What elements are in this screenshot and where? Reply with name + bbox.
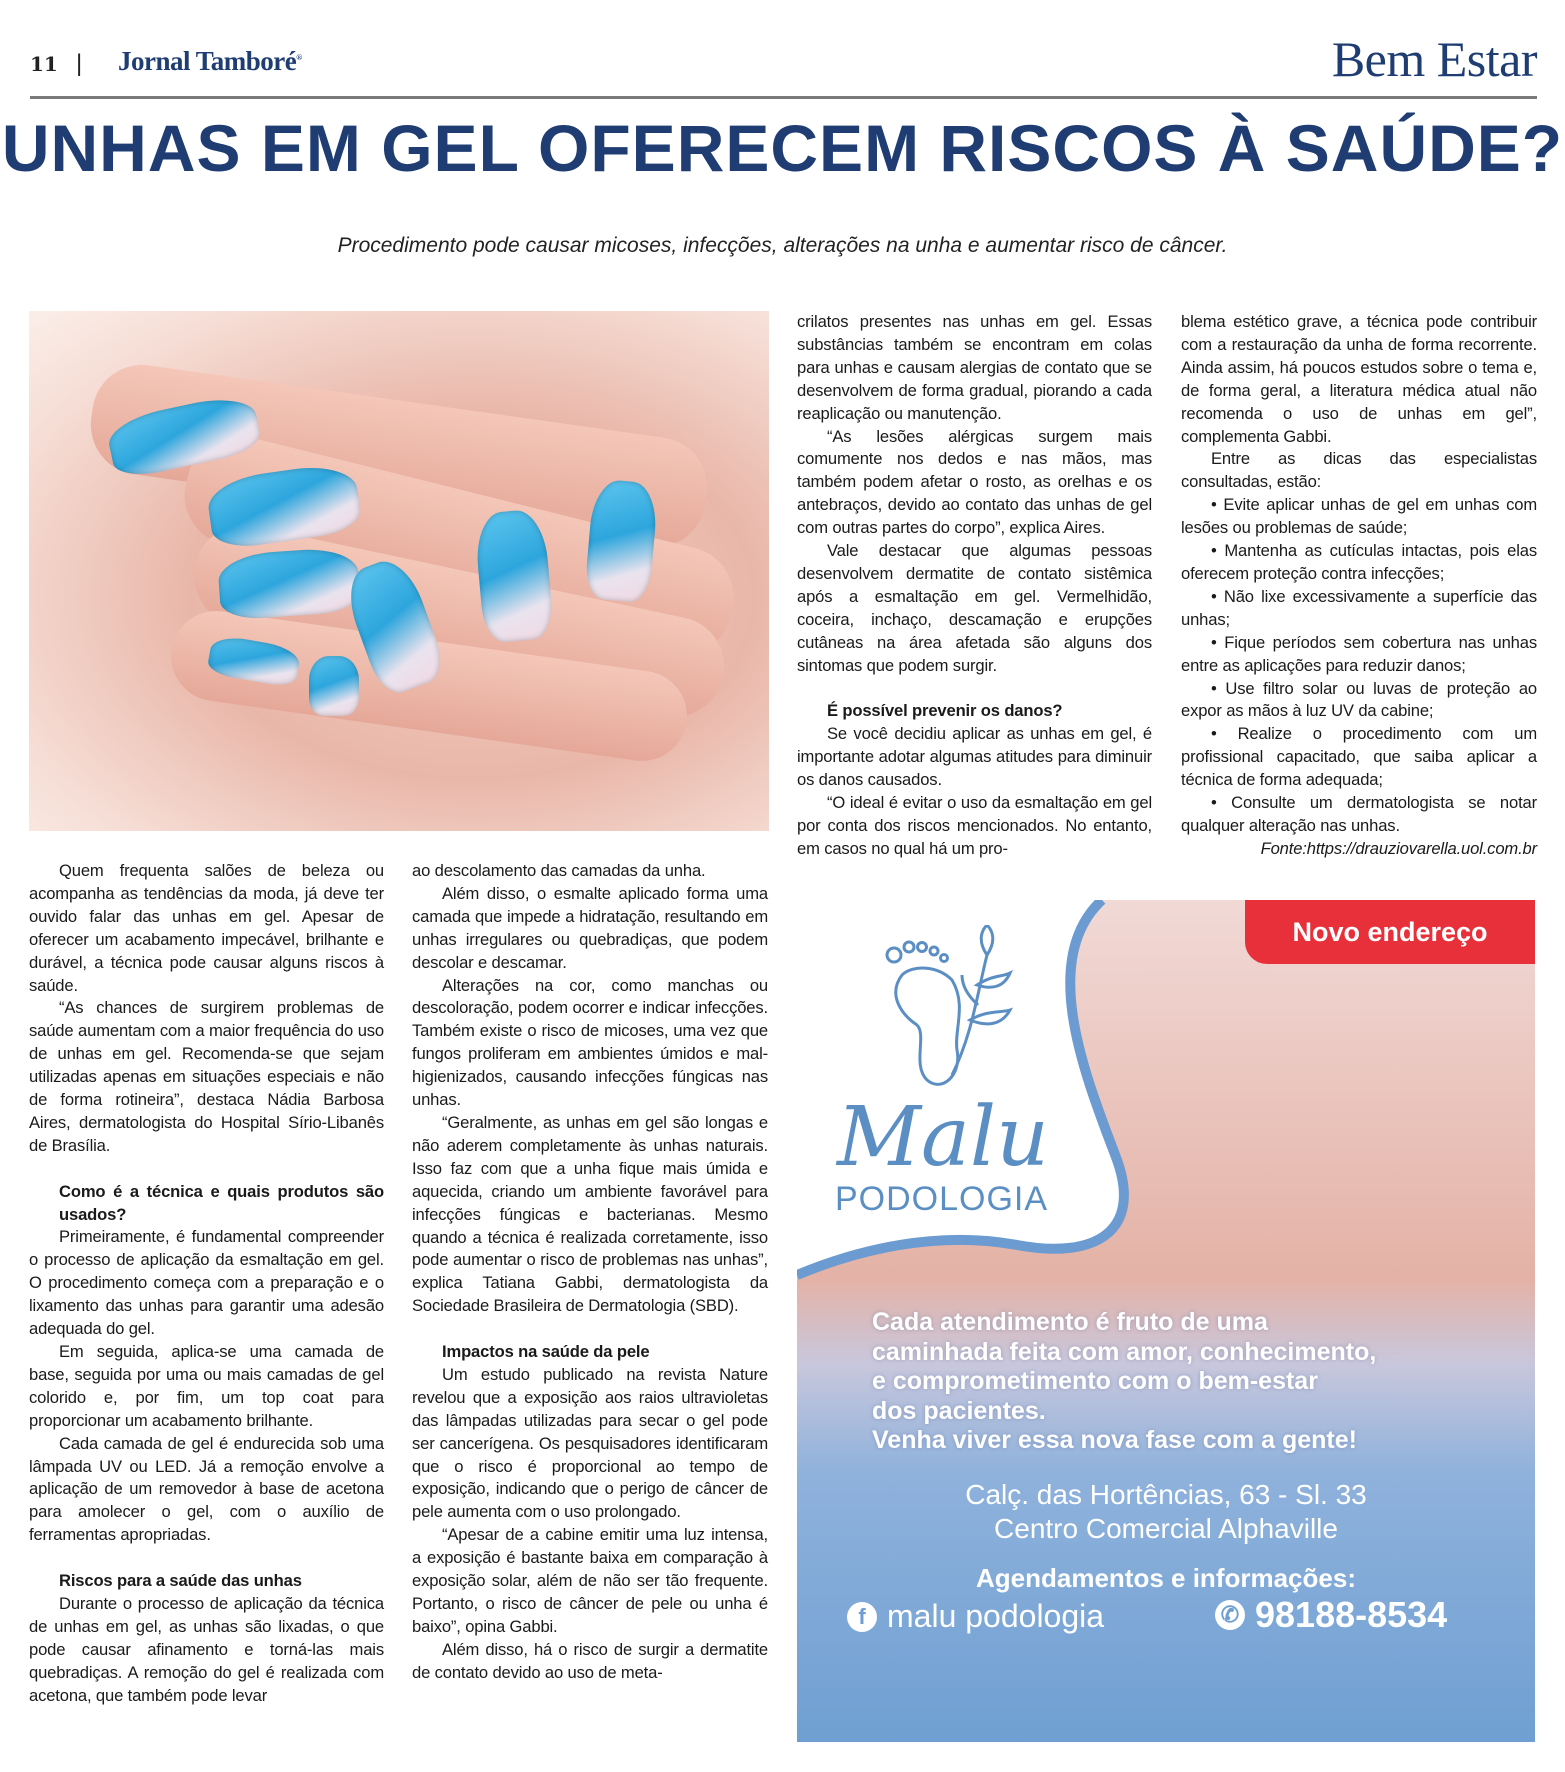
paragraph: Em seguida, aplica-se uma camada de base, seguida por uma ou mais camadas de gel colorido e, por fim, um top coat para proporcionar um acabamento brilhante. — [29, 1342, 384, 1430]
paragraph: “As chances de surgirem problemas de saúde aumentam com a maior frequência do uso de unhas em gel. Recomenda-se que sejam utilizadas apenas em situações especiais e não de forma rotineira”, destaca Nádia Barbosa Aires, dermatologista do Hospital Sírio-Libanês de Brasília. — [29, 998, 384, 1155]
article-column-3 — [797, 311, 1152, 861]
contact-heading: Agendamentos e informações: — [976, 1563, 1356, 1593]
new-address-badge: Novo endereço — [1245, 900, 1535, 964]
logo-script-text: Malu — [837, 1090, 1049, 1185]
brand-name: Jornal Tamboré — [118, 46, 297, 76]
paragraph: “Apesar de a cabine emitir uma luz intensa, a exposição é bastante baixa em comparação à exposição solar, além de não ser tão frequente. Portanto, o risco de câncer de pele ou unha é baixo”, opina Gabbi. — [412, 1525, 768, 1636]
paragraph: Quem frequenta salões de beleza ou acompanha as tendências da moda, já deve ter ouvido falar das unhas em gel. Apesar de oferecer um acabamento impecável, brilhante e durável, a técnica pode causar alguns riscos à saúde. — [29, 861, 384, 995]
newspaper-logo — [118, 46, 302, 77]
paragraph: ao descolamento das camadas da unha. — [412, 861, 706, 880]
headline: UNHAS EM GEL OFERECEM RISCOS À SAÚDE? — [1, 111, 1564, 185]
tip-item: • Evite aplicar unhas de gel em unhas com lesões ou problemas de saúde; — [1181, 495, 1537, 538]
header-separator: | — [76, 50, 83, 77]
paragraph: Se você decidiu aplicar as unhas em gel, é importante adotar algumas atitudes para diminuir os danos causados. — [797, 724, 1152, 790]
paragraph: Durante o processo de aplicação da técnica de unhas em gel, as unhas são lixadas, o que pode causar afinamento e torná-las mais quebradiças. A remoção do gel é realizada com acetona, que também pode levar — [29, 1593, 384, 1705]
tip-item: • Fique períodos sem cobertura nas unhas entre as aplicações para reduzir danos; — [1181, 632, 1537, 675]
ad-address — [797, 1478, 1535, 1546]
paragraph: Cada camada de gel é endurecida sob uma lâmpada UV ou LED. Já a remoção envolve a aplicação de um removedor à base de acetona para amolecer o gel, com o auxílio de ferramentas apropriadas. — [29, 1433, 384, 1545]
foot-flower-logo-icon — [882, 925, 1022, 1095]
paragraph: Um estudo publicado na revista Nature revelou que a exposição aos raios ultravioletas das lâmpadas utilizadas para secar o gel pode ser cancerígena. Os pesquisadores identificaram que o risco é proporcional ao tempo de exposição, indicando que o perigo de câncer de pele aumenta com o uso prolongado. — [412, 1364, 768, 1522]
paragraph: blema estético grave, a técnica pode contribuir com a restauração da unha de forma recorrente. Ainda assim, há poucos estudos sobre o tema e, de forma geral, a literatura médica atual não recomenda o uso de unhas em gel”, complementa Gabbi. — [1181, 312, 1537, 446]
tip-item: • Use filtro solar ou luvas de proteção ao expor as mãos à luz UV da cabine; — [1181, 678, 1537, 721]
tip-item: • Consulte um dermatologista se notar qualquer alteração nas unhas. — [1181, 793, 1537, 835]
section-heading: Como é a técnica e quais produtos são usados? — [59, 1181, 384, 1224]
gel-nails-photo — [29, 311, 769, 831]
facebook-icon: f — [847, 1602, 877, 1632]
paragraph: Além disso, há o risco de surgir a dermatite de contato devido ao uso de meta- — [412, 1639, 768, 1682]
paragraph: Além disso, o esmalte aplicado forma uma camada que impede a hidratação, resultando em unhas irregulares ou quebradiças, que podem descolar e descamar. — [412, 883, 768, 972]
ad-message — [872, 1308, 1376, 1456]
registered-mark: ® — [296, 53, 302, 62]
facebook-contact[interactable] — [847, 1598, 1104, 1635]
phone-number: 98188-8534 — [1255, 1594, 1448, 1635]
article-column-1 — [29, 860, 384, 1708]
paragraph: Vale destacar que algumas pessoas desenvolvem dermatite de contato sistêmica após a esmaltação em gel. Vermelhidão, coceira, inchaço, descamação e erupções cutâneas na área afetada são alguns dos sintomas que podem surgir. — [797, 541, 1152, 675]
section-heading: Riscos para a saúde das unhas — [59, 1571, 302, 1591]
page-number: 11 — [30, 52, 58, 76]
paragraph: crilatos presentes nas unhas em gel. Essas substâncias também se encontram em colas para unhas e causam alergias de contato que se desenvolvem de forma gradual, piorando a cada reaplicação ou manutenção. — [797, 312, 1152, 423]
paragraph: Alterações na cor, como manchas ou descoloração, podem ocorrer e indicar infecções. Também existe o risco de micoses, uma vez que fungos proliferam em ambientes úmidos e mal-higienizados, causando infecções fúngicas nas unhas. — [412, 975, 768, 1110]
section-title: Bem Estar — [1331, 31, 1537, 87]
paragraph: “Geralmente, as unhas em gel são longas e não aderem completamente às unhas naturais. Isso faz com que a unha fique mais úmida e aquecida, criando um ambiente favorável para infecções fúngicas e bacterianas. Mesmo quando a técnica é realizada corretamente, isso pode aumentar o risco de problemas nas unhas”, explica Tatiana Gabbi, dermatologista da Sociedade Brasileira de Dermatologia (SBD). — [412, 1112, 768, 1316]
logo-subtitle: PODOLOGIA — [835, 1180, 1049, 1218]
ad-message-line: e comprometimento com o bem-estar — [872, 1367, 1318, 1395]
tip-item: • Realize o procedimento com um profissional capacitado, que saiba aplicar a técnica de forma adequada; — [1181, 724, 1537, 790]
facebook-handle: malu podologia — [887, 1598, 1105, 1634]
source-credit: Fonte:https://drauziovarella.uol.com.br — [1260, 838, 1537, 858]
paragraph: “O ideal é evitar o uso da esmaltação em gel por conta dos riscos mencionados. No entanto, em casos no qual há um pro- — [797, 793, 1152, 858]
article-column-2 — [412, 860, 768, 1685]
section-heading: Impactos na saúde da pele — [442, 1342, 650, 1362]
article-column-4 — [1181, 311, 1537, 861]
address-line: Calç. das Hortências, 63 - Sl. 33 — [965, 1479, 1367, 1510]
paragraph: “As lesões alérgicas surgem mais comumente nos dedos e nas mãos, mas também podem afetar o rosto, as orelhas e os antebraços, devido ao contato das unhas de gel com outras partes do corpo”, explica Aires. — [797, 426, 1152, 538]
ad-message-line: caminhada feita com amor, conhecimento, — [872, 1337, 1377, 1366]
malu-podologia-advertisement[interactable] — [797, 900, 1535, 1742]
paragraph: Primeiramente, é fundamental compreender o processo de aplicação da esmaltação em gel. O procedimento começa com a preparação e o lixamento das unhas para garantir uma adesão adequada do gel. — [29, 1227, 384, 1339]
subheadline: Procedimento pode causar micoses, infecções, alterações na unha e aumentar risco de câncer. — [337, 234, 1228, 257]
address-line: Centro Comercial Alphaville — [994, 1513, 1338, 1544]
whatsapp-contact[interactable] — [1215, 1594, 1447, 1636]
tip-item: • Mantenha as cutículas intactas, pois elas oferecem proteção contra infecções; — [1181, 541, 1537, 583]
section-heading: É possível prevenir os danos? — [827, 701, 1063, 721]
whatsapp-icon: ✆ — [1215, 1600, 1245, 1630]
ad-message-line: dos pacientes. — [872, 1396, 1046, 1425]
paragraph: Entre as dicas das especialistas consultadas, estão: — [1181, 449, 1537, 492]
ad-message-line: Cada atendimento é fruto de uma — [872, 1308, 1268, 1336]
tip-item: • Não lixe excessivamente a superfície das unhas; — [1181, 586, 1537, 629]
ad-message-line: Venha viver essa nova fase com a gente! — [872, 1426, 1357, 1454]
header-divider — [30, 96, 1537, 99]
